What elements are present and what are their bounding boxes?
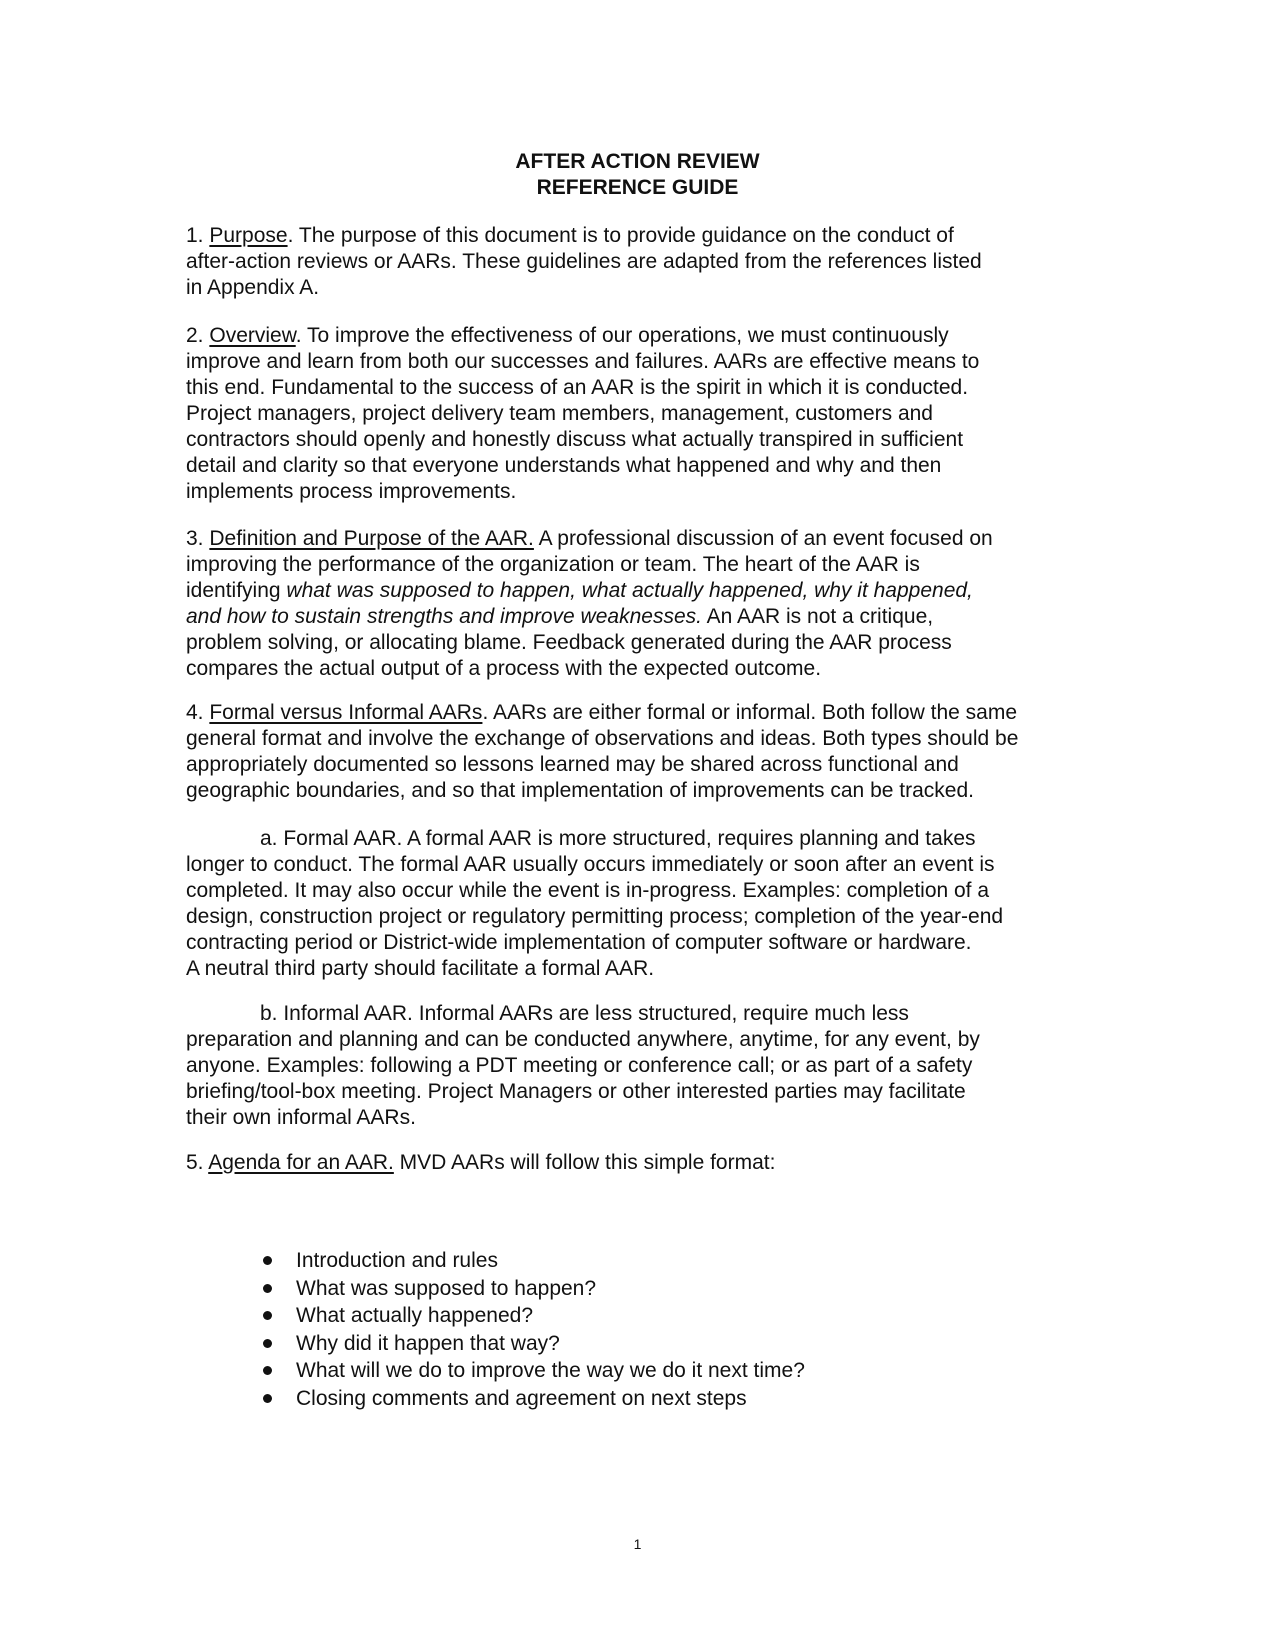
- text-line: problem solving, or allocating blame. Feedback generated during the AAR process: [186, 631, 952, 654]
- section-number: 4.: [186, 701, 204, 724]
- text-line: completed. It may also occur while the event is in-progress. Examples: completion of a: [186, 879, 990, 902]
- text-line: Project managers, project delivery team members, management, customers and: [186, 402, 933, 425]
- text-line: . The purpose of this document is to provide guidance on the conduct of: [287, 224, 954, 247]
- bullet-icon: [263, 1256, 272, 1265]
- list-item-text: Closing comments and agreement on next steps: [296, 1386, 747, 1410]
- text-line: contracting period or District-wide implementation of computer software or hardware.: [186, 931, 972, 954]
- text-line: preparation and planning and can be conducted anywhere, anytime, for any event, by: [186, 1028, 980, 1051]
- list-item: [263, 1385, 805, 1413]
- list-item-text: What will we do to improve the way we do it next time?: [296, 1359, 805, 1382]
- section-definition: [186, 526, 1106, 682]
- list-item: [263, 1275, 805, 1303]
- text-line: b. Informal AAR. Informal AARs are less structured, require much less: [260, 1002, 909, 1025]
- section-number: 2.: [186, 324, 204, 347]
- text-line: general format and involve the exchange of observations and ideas. Both types should be: [186, 727, 1019, 750]
- text-line: design, construction project or regulatory permitting process; completion of the year-end: [186, 905, 1004, 928]
- text-line: detail and clarity so that everyone understands what happened and why and then: [186, 454, 942, 477]
- document-title-line1: AFTER ACTION REVIEW: [515, 150, 760, 173]
- text-line: . To improve the effectiveness of our operations, we must continuously: [295, 324, 949, 347]
- bullet-icon: [263, 1311, 272, 1320]
- list-item: [263, 1357, 805, 1385]
- page-number: 1: [633, 1536, 642, 1552]
- text-line: . AARs are either formal or informal. Both follow the same: [482, 701, 1017, 724]
- text-line: compares the actual output of a process with the expected outcome.: [186, 657, 822, 680]
- agenda-list: [263, 1247, 805, 1412]
- text-line: after-action reviews or AARs. These guidelines are adapted from the references listed: [186, 250, 982, 273]
- text-line: appropriately documented so lessons learned may be shared across functional and: [186, 753, 959, 776]
- list-item-text: Why did it happen that way?: [296, 1331, 560, 1355]
- text-line: An AAR is not a critique,: [701, 605, 934, 628]
- bullet-icon: [263, 1394, 272, 1403]
- list-item: [263, 1247, 805, 1275]
- list-item-text: What was supposed to happen?: [296, 1276, 597, 1300]
- text-line: contractors should openly and honestly discuss what actually transpired in sufficient: [186, 428, 964, 451]
- section-heading: Overview: [209, 324, 296, 347]
- text-line: a. Formal AAR. A formal AAR is more structured, requires planning and takes: [260, 827, 976, 850]
- text-line: A neutral third party should facilitate a formal AAR.: [186, 957, 655, 980]
- text-line: this end. Fundamental to the success of an AAR is the spirit in which it is conducted.: [186, 376, 969, 399]
- text-line: briefing/tool-box meeting. Project Managers or other interested parties may facilitate: [186, 1080, 966, 1103]
- section-purpose: [186, 223, 1106, 301]
- text-line: longer to conduct. The formal AAR usually occurs immediately or soon after an event is: [186, 853, 995, 876]
- text-line: in Appendix A.: [186, 276, 320, 299]
- list-item: [263, 1302, 805, 1330]
- italic-text: what was supposed to happen, what actually happened, why it happened,: [286, 579, 973, 602]
- bullet-icon: [263, 1284, 272, 1293]
- list-item: [263, 1330, 805, 1358]
- section-number: 3.: [186, 527, 204, 550]
- text-line: their own informal AARs.: [186, 1106, 416, 1129]
- section-formal-informal: [186, 700, 1106, 804]
- section-agenda: [186, 1150, 1106, 1176]
- section-heading: Purpose: [209, 224, 288, 247]
- section-heading: Agenda for an AAR.: [208, 1151, 394, 1174]
- text-line: A professional discussion of an event focused on: [533, 527, 993, 550]
- subsection-informal-aar: [186, 1001, 1106, 1131]
- text-line: identifying: [186, 579, 287, 602]
- text-line: MVD AARs will follow this simple format:: [393, 1151, 776, 1174]
- bullet-icon: [263, 1339, 272, 1348]
- list-item-text: Introduction and rules: [296, 1249, 498, 1272]
- section-number: 5.: [186, 1151, 204, 1174]
- document-title-line2: REFERENCE GUIDE: [536, 176, 739, 199]
- subsection-formal-aar: [186, 826, 1106, 982]
- section-heading: Formal versus Informal AARs: [209, 701, 483, 724]
- text-line: improve and learn from both our successes and failures. AARs are effective means to: [186, 350, 980, 373]
- text-line: implements process improvements.: [186, 480, 517, 503]
- section-heading: Definition and Purpose of the AAR.: [209, 527, 534, 550]
- text-line: anyone. Examples: following a PDT meeting or conference call; or as part of a safety: [186, 1054, 973, 1077]
- text-line: improving the performance of the organization or team. The heart of the AAR is: [186, 553, 920, 576]
- italic-text: and how to sustain strengths and improve weaknesses.: [186, 605, 702, 628]
- section-overview: [186, 323, 1106, 505]
- section-number: 1.: [186, 224, 204, 247]
- text-line: geographic boundaries, and so that implementation of improvements can be tracked.: [186, 779, 974, 802]
- list-item-text: What actually happened?: [296, 1304, 533, 1327]
- bullet-icon: [263, 1366, 272, 1375]
